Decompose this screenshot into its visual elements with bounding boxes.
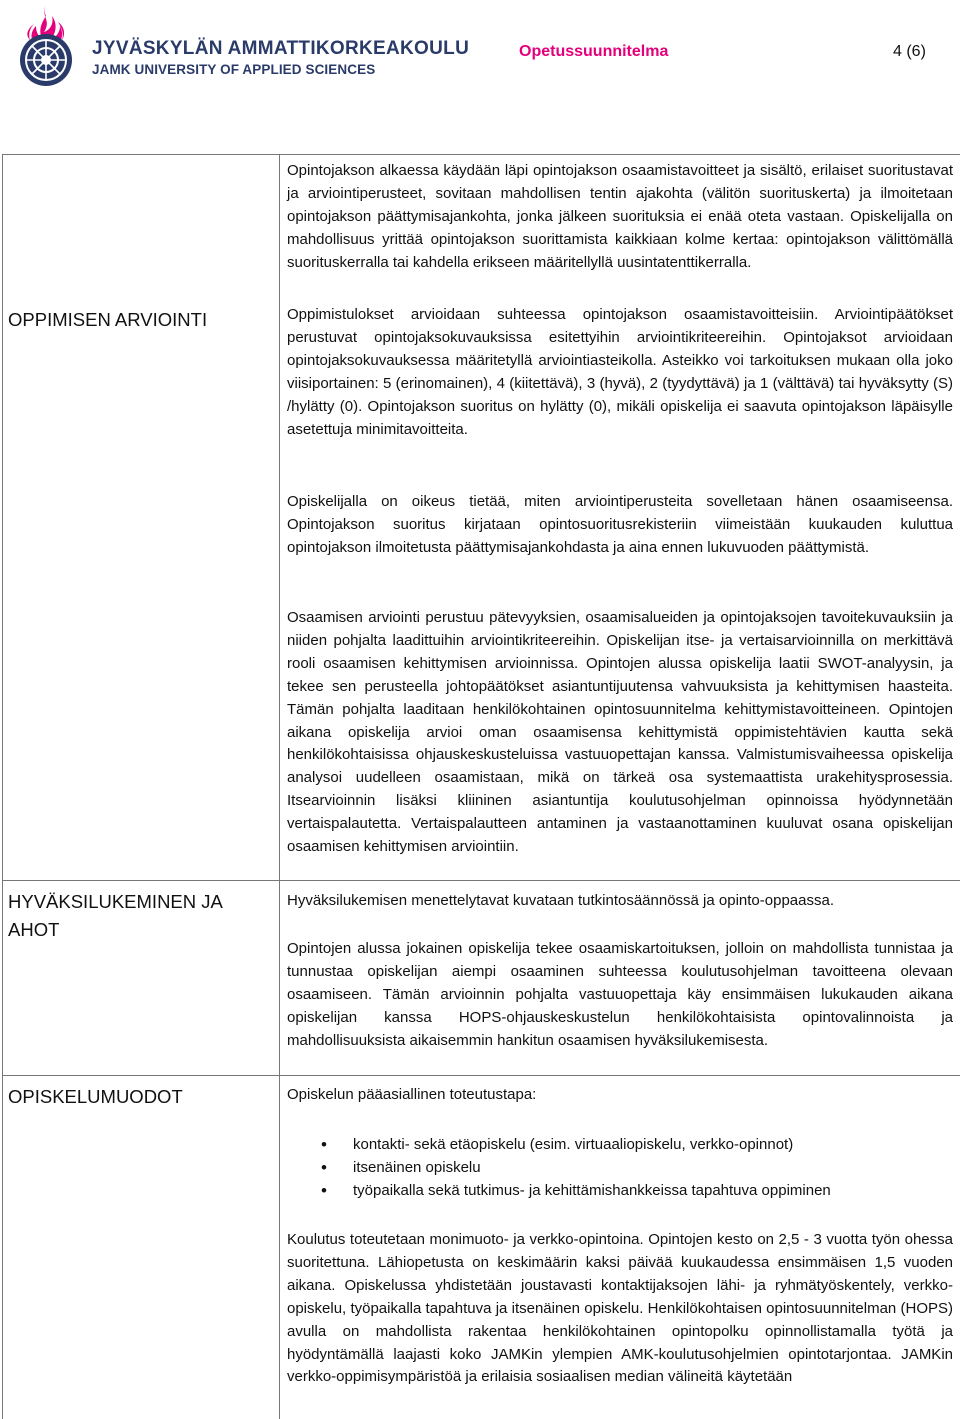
study-modes-list <box>287 1133 953 1202</box>
document-title: Opetussuunnitelma <box>519 43 669 60</box>
page-number: 4 (6) <box>893 43 926 60</box>
logo-name-en: JAMK UNIVERSITY OF APPLIED SCIENCES <box>92 62 376 77</box>
flame-seal-icon <box>6 2 86 88</box>
recognition-paragraph-2 <box>287 938 953 1053</box>
study-modes-paragraph-2 <box>287 1229 953 1389</box>
logo-name-fi: JYVÄSKYLÄN AMMATTIKORKEAKOULU <box>92 38 470 59</box>
assessment-paragraph-3 <box>287 491 953 560</box>
list-item: • työpaikalla sekä tutkimus- ja kehittämishankkeissa tapahtuva oppiminen <box>287 1179 953 1202</box>
table-column-divider <box>279 154 280 1419</box>
paragraph-text: Opiskelun pääasiallinen toteutustapa: <box>287 1086 537 1103</box>
section-label-assessment: OPPIMISEN ARVIOINTI <box>8 309 208 330</box>
recognition-paragraph-1 <box>287 890 953 913</box>
jamk-logo <box>6 2 470 88</box>
paragraph-text: Osaamisen arviointi perustuu pätevyyksien, osaamisalueiden ja opintojaksojen tavoitekuvauksiin ja niiden pohjalta laadittuihin arviointikriteereihin. Opiskelijan itse- ja vertaisarvioinnilla on merkittävä rooli osaamisen kehittymisen arvioinnissa. Opintojen alussa opiskelija laatii SWOT-analyysin, ja tekee sen perusteella johtopäätökset asiantuntijuutensa vahvuuksista ja kehittymisen haasteita. Tämän pohjalta laaditaan henkilökohtainen opintosuunnitelma kehittymistavoitteineen. Opintojen aikana opiskelija arvioi oman osaamisensa kehittymistä oppimistehtävien kautta sekä henkilökohtaisissa ohjauskeskusteluissa vastuuopettajan kanssa. Valmistumisvaiheessa opiskelija analysoi uudelleen osaamistaan, mikä on tärkeä osa systemaattista urakehitysprosessia. Itsearvioinnin lisäksi kliininen asiantuntija koulutusohjelman opinnoissa hyödynnetään vertaispalautetta. Vertaispalautteen antaminen ja vastaanottaminen kuuluvat osana opiskelijan osaamisen kehittymisen arviointiin. <box>287 609 953 856</box>
paragraph-text: Opintojen alussa jokainen opiskelija tekee osaamiskartoituksen, jolloin on mahdollista tunnistaa ja tunnustaa opiskelijan aiempi osaaminen suhteessa koulutusohjelman tavoitteena olevaan osaamiseen. Tämän arvioinnin pohjalta vastuuopettaja käy ensimmäisen lukukauden aikana opiskelijan kanssa HOPS-ohjauskeskustelun henkilökohtaisista opintovalinnoista ja mahdollisuuksista aikaisemmin hankitun osaamisen hyväksilukemisesta. <box>287 940 953 1049</box>
list-item: • itsenäinen opiskelu <box>287 1156 953 1179</box>
table-row-divider <box>2 880 960 881</box>
paragraph-text: Opiskelijalla on oikeus tietää, miten arviointiperusteita sovelletaan hänen osaamiseensa. Opintojakson suoritus kirjataan opintosuoritusrekisteriin viimeistään kuukauden kuluttua opintojakson ilmoitetusta päättymisajankohdasta ja aina ennen lukuvuoden päättymistä. <box>287 493 953 556</box>
section-label-recognition: HYVÄKSILUKEMINEN JA AHOT <box>8 891 222 940</box>
assessment-paragraph-1 <box>287 160 953 275</box>
table-border-top <box>2 154 960 155</box>
paragraph-text: Oppimistulokset arvioidaan suhteessa opintojakson osaamistavoitteisiin. Arviointipäätökset perustuvat opintojaksokuvauksissa esitettyihin arviointikriteereihin. Opintojaksot arvioidaan opintojaksokuvauksessa määritetyllä arviointiasteikolla. Asteikko voi tarkoituksen mukaan olla joko viisiportainen: 5 (erinomainen), 4 (kiitettävä), 3 (hyvä), 2 (tyydyttävä) ja 1 (välttävä) tai hyväksytty (S) /hylätty (0). Opintojakson suoritus on hylätty (0), mikäli opiskelija ei saavuta opintojakson läpäisylle asetettuja minimitavoitteita. <box>287 306 953 438</box>
seal-icon <box>20 34 72 86</box>
table-row-divider <box>2 1075 960 1076</box>
list-item: • kontakti- sekä etäopiskelu (esim. virtuaaliopiskelu, verkko-opinnot) <box>287 1133 953 1156</box>
paragraph-text: Hyväksilukemisen menettelytavat kuvataan tutkintosäännössä ja opinto-oppaassa. <box>287 892 834 909</box>
assessment-paragraph-4 <box>287 607 953 859</box>
assessment-paragraph-2 <box>287 304 953 441</box>
study-modes-intro <box>287 1084 953 1107</box>
page-header <box>0 0 960 100</box>
table-border-left <box>2 154 3 1419</box>
paragraph-text: Koulutus toteutetaan monimuoto- ja verkko-opintoina. Opintojen kesto on 2,5 - 3 vuotta työn ohessa suoritettuna. Lähiopetusta on keskimäärin kaksi päivää kuukaudessa ensimmäisen 1,5 vuoden aikana. Opiskelussa yhdistetään joustavasti kontaktijaksojen lähi- ja ryhmätyöskentely, verkko-opiskelu, työpaikalla tapahtuva ja itsenäinen opiskelu. Henkilökohtaisen opintosuunnitelman (HOPS) avulla on mahdollista rakentaa henkilökohtainen opintopolku opinnollistamalla työtä ja hyödyntämällä laajasti koko JAMKin ylempien AMK-koulutusohjelmien opintotarjontaa. JAMKin verkko-oppimisympäristöä ja erilaisia sosiaalisen median välineitä käytetään <box>287 1231 953 1386</box>
section-label-study-modes: OPISKELUMUODOT <box>8 1086 183 1107</box>
paragraph-text: Opintojakson alkaessa käydään läpi opintojakson osaamistavoitteet ja sisältö, erilaiset suoritustavat ja arviointiperusteet, sovitaan mahdollisen tentin ajakohta (välitön suorituskerta) ja ilmoitetaan opintojakson päättymisajankohta, jonka jälkeen suorituksia ei enää oteta vastaan. Opiskelijalla on mahdollisuus yrittää opintojakson suorittamista kaikkiaan kolme kertaa: opintojakson välittömällä suorituskerralla tai kahdella erikseen määritellyllä uusintatenttikerralla. <box>287 162 953 271</box>
